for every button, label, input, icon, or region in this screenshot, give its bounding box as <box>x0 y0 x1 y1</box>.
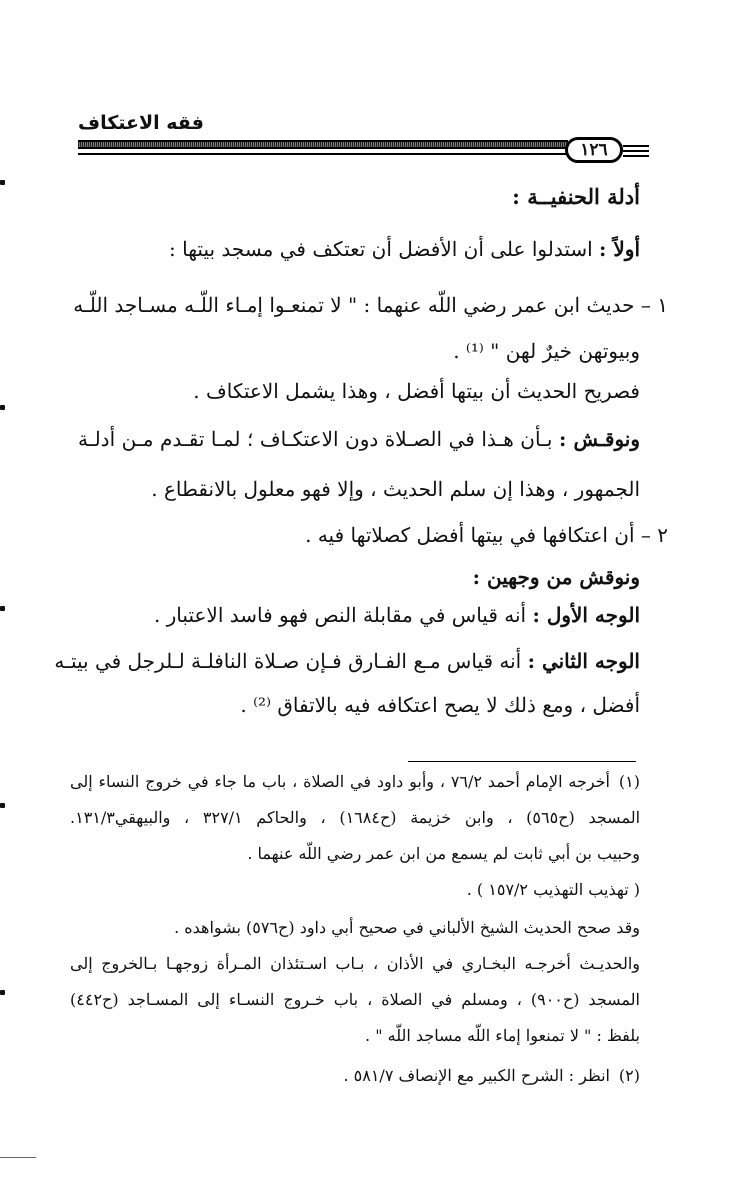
scan-mark <box>0 405 5 410</box>
second-aspect-line1 <box>54 646 640 676</box>
scan-mark <box>0 606 5 611</box>
second-aspect-text: أنه قياس مـع الفـارق فـإن صـلاة النافلـة لـلرجل في بيتـه <box>54 649 522 673</box>
footnote-1-line1: أخرجه الإمام أحمد ٧٦/٢ ، وأبو داود في الصلاة ، باب ما جاء في خروج النساء إلى <box>70 772 610 791</box>
footnote-2-marker: (٢) <box>618 1066 640 1085</box>
item1-line2: وبيوتهن خيرٌ لهن " ⁽¹⁾ . <box>453 339 640 363</box>
item1-line1: ١ – حديث ابن عمر رضي اللّه عنهما : " لا تمنعـوا إمـاء اللّـه مسـاجد اللّـه <box>73 293 668 317</box>
footnote-1-marker: (١) <box>618 772 640 791</box>
footnote-1-line5: وقد صحح الحديث الشيخ الألباني في صحيح أبي داود (ح٥٧٦) بشواهده . <box>174 918 640 937</box>
running-header-title: فقه الاعتكاف <box>78 112 204 134</box>
discussion1-line1 <box>78 424 640 454</box>
scan-mark <box>0 990 5 995</box>
footnote-1-line8: بلفظ : " لا تمنعوا إماء اللّه مساجد اللّه " . <box>365 1026 640 1045</box>
scan-edge-rule <box>0 1157 36 1158</box>
header-rule-thin <box>78 153 568 155</box>
header-rule-thick <box>78 140 568 149</box>
discussion2-heading: ونوقش من وجهين : <box>472 565 640 589</box>
scan-mark <box>0 180 5 185</box>
footnote-1-line6: والحديـث أخرجـه البخـاري في الأذان ، بـاب اسـتئذان المـرأة زوجهـا بـالخروج إلى <box>70 954 640 973</box>
first-argument-text: استدلوا على أن الأفضل أن تعتكف في مسجد بيتها : <box>169 237 593 261</box>
first-aspect <box>154 600 640 630</box>
first-aspect-label: الوجه الأول : <box>532 603 640 627</box>
footnote-1-line3: وحبيب بن أبي ثابت لم يسمع من ابن عمر رضي اللّه عنهما . <box>247 844 640 863</box>
page-number-ornament-line <box>623 150 649 152</box>
discussion1-label: ونوقـش : <box>559 427 641 451</box>
section-title: أدلة الحنفيــة : <box>512 184 640 209</box>
footnote-1-line7: المسجد (ح٩٠٠) ، ومسلم في الصلاة ، باب خـروج النسـاء إلى المسـاجد (ح٤٤٢) <box>70 990 640 1009</box>
page-number: ١٢٦ <box>565 137 623 163</box>
second-aspect-line2: أفضل ، ومع ذلك لا يصح اعتكافه فيه بالاتفاق ⁽²⁾ . <box>240 693 640 717</box>
item1-line3: فصريح الحديث أن بيتها أفضل ، وهذا يشمل الاعتكاف . <box>193 379 640 403</box>
scan-mark <box>0 803 5 808</box>
first-aspect-text: أنه قياس في مقابلة النص فهو فاسد الاعتبار . <box>153 603 527 627</box>
discussion1-line2: الجمهور ، وهذا إن سلم الحديث ، وإلا فهو معلول بالانقطاع . <box>151 477 640 501</box>
second-aspect-label: الوجه الثاني : <box>527 649 640 673</box>
discussion1-text: بـأن هـذا في الصـلاة دون الاعتكـاف ؛ لمـا تقـدم مـن أدلـة <box>78 427 553 451</box>
first-argument-label: أولاً : <box>599 237 640 261</box>
first-argument-intro <box>169 234 640 264</box>
footnote-separator <box>408 761 636 762</box>
footnote-1-line4: ( تهذيب التهذيب ١٥٧/٢ ) . <box>466 880 640 899</box>
footnote-2-text: انظر : الشرح الكبير مع الإنصاف ٥٨١/٧ . <box>343 1066 610 1085</box>
footnote-1-line2: المسجد (ح٥٦٥) ، وابن خزيمة (ح١٦٨٤) ، والحاكم ٣٢٧/١ ، والبيهقي١٣١/٣. <box>70 808 641 827</box>
item2: ٢ – أن اعتكافها في بيتها أفضل كصلاتها فيه . <box>305 523 668 547</box>
